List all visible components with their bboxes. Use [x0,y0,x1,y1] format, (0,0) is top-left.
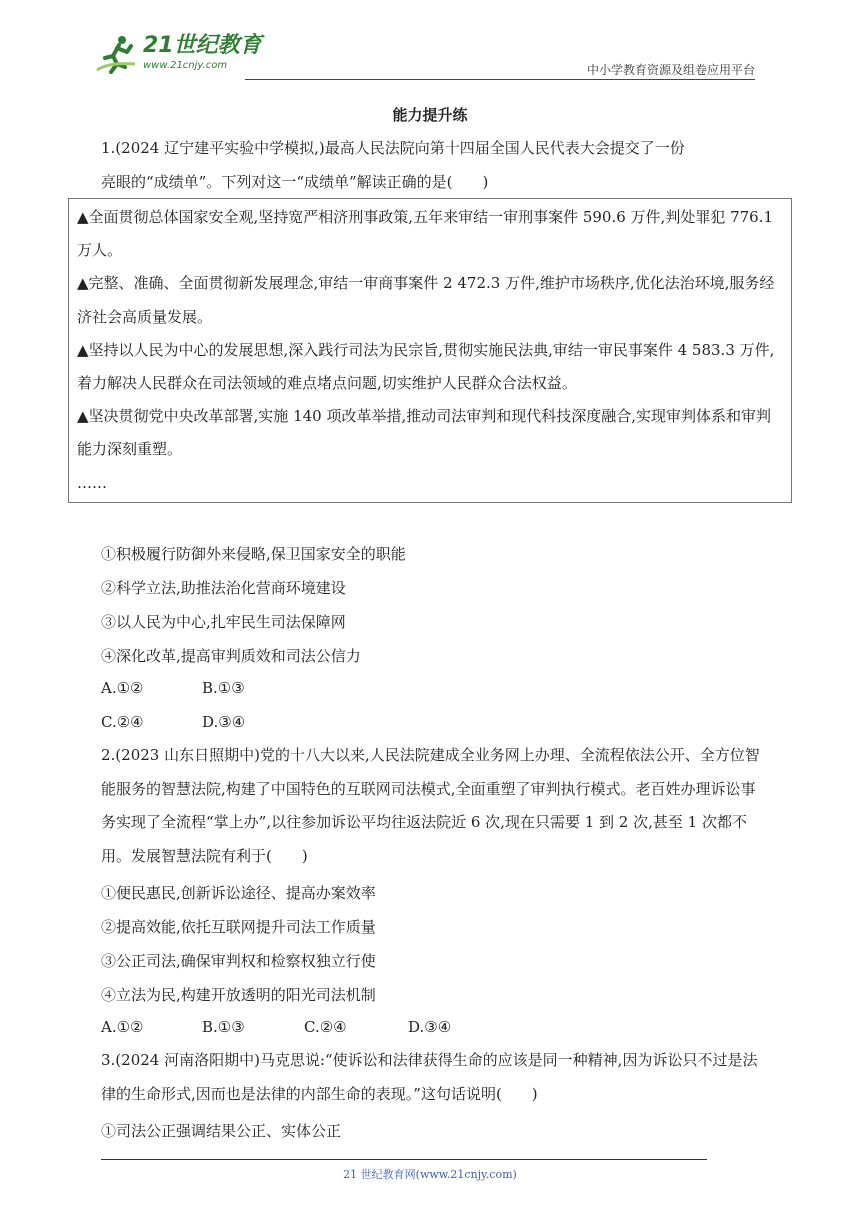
site-logo[interactable] [95,34,262,76]
q1-box-item: ▲全面贯彻总体国家安全观,坚持宽严相济刑事政策,五年来审结一审刑事案件 590.6 万件,判处罪犯 776.1 万人。 [77,208,774,260]
q2-item-2: ②提高效能,依托互联网提升司法工作质量 [101,918,376,936]
q1-stem-line1: 1.(2024 辽宁建平实验中学模拟,)最高人民法院向第十四届全国人民代表大会提交了一份 [101,139,685,157]
q1-box-ellipsis: …… [77,473,107,492]
q1-item-1: ①积极履行防御外来侵略,保卫国家安全的职能 [101,545,406,563]
q1-item-3: ③以人民为中心,扎牢民生司法保障网 [101,613,346,631]
q2-item-4: ④立法为民,构建开放透明的阳光司法机制 [101,986,376,1004]
q1-box-item: ▲坚决贯彻党中央改革部署,实施 140 项改革举措,推动司法审判和现代科技深度融合,实现审判体系和审判能力深刻重塑。 [77,407,772,459]
q3-item-1: ①司法公正强调结果公正、实体公正 [101,1122,342,1140]
q2-item-3: ③公正司法,确保审判权和检察权独立行使 [101,952,376,970]
q2-option-a[interactable]: A.①② [101,1018,144,1036]
q1-item-4: ④深化改革,提高审判质效和司法公信力 [101,647,361,665]
q3-stem: 3.(2024 河南洛阳期中)马克思说:“使诉讼和法律获得生命的应该是同一种精神,因为诉讼只不过是法律的生命形式,因而也是法律的内部生命的表现。”这句话说明( ) [101,1051,758,1103]
q2-option-b[interactable]: B.①③ [202,1018,245,1036]
q2-option-d[interactable]: D.③④ [408,1018,452,1036]
platform-name: 中小学教育资源及组卷应用平台 [586,63,755,77]
footer-link[interactable]: 21 世纪教育网(www.21cnjy.com) [343,1168,517,1181]
logo-url-text: www.21cnjy.com [143,60,228,71]
q1-option-d[interactable]: D.③④ [202,713,246,731]
logo-brand-text: 21世纪教育 [143,33,262,58]
runner-logo-icon [95,34,141,76]
q2-stem: 2.(2023 山东日照期中)党的十八大以来,人民法院建成全业务网上办理、全流程依法公开、全方位智能服务的智慧法院,构建了中国特色的互联网司法模式,全面重塑了审判执行模式。老百姓办理诉讼事务实现了全流程“掌上办”,以往参加诉讼平均往返法院近 6 次,现在只需要 1 到 2 次,甚至 1 次都不用。发展智慧法院有利于( ) [101,746,760,865]
header-divider [245,79,755,80]
section-title: 能力提升练 [392,106,468,124]
q1-box-item: ▲完整、准确、全面贯彻新发展理念,审结一审商事案件 2 472.3 万件,维护市场秩序,优化法治环境,服务经济社会高质量发展。 [77,274,775,326]
q1-material-box [68,198,792,503]
q2-option-c[interactable]: C.②④ [304,1018,347,1036]
page-header [95,34,755,80]
q1-stem-line2: 亮眼的“成绩单”。下列对这一“成绩单”解读正确的是( ) [101,173,489,191]
q1-option-b[interactable]: B.①③ [202,679,245,697]
q1-item-2: ②科学立法,助推法治化营商环境建设 [101,579,346,597]
q1-option-c[interactable]: C.②④ [101,713,144,731]
q1-option-a[interactable]: A.①② [101,679,144,697]
q1-box-item: ▲坚持以人民为中心的发展思想,深入践行司法为民宗旨,贯彻实施民法典,审结一审民事案件 4 583.3 万件,着力解决人民群众在司法领域的难点堵点问题,切实维护人民群众合法权益。 [77,340,775,393]
q2-item-1: ①便民惠民,创新诉讼途径、提高办案效率 [101,884,376,902]
footer-divider [101,1159,707,1160]
